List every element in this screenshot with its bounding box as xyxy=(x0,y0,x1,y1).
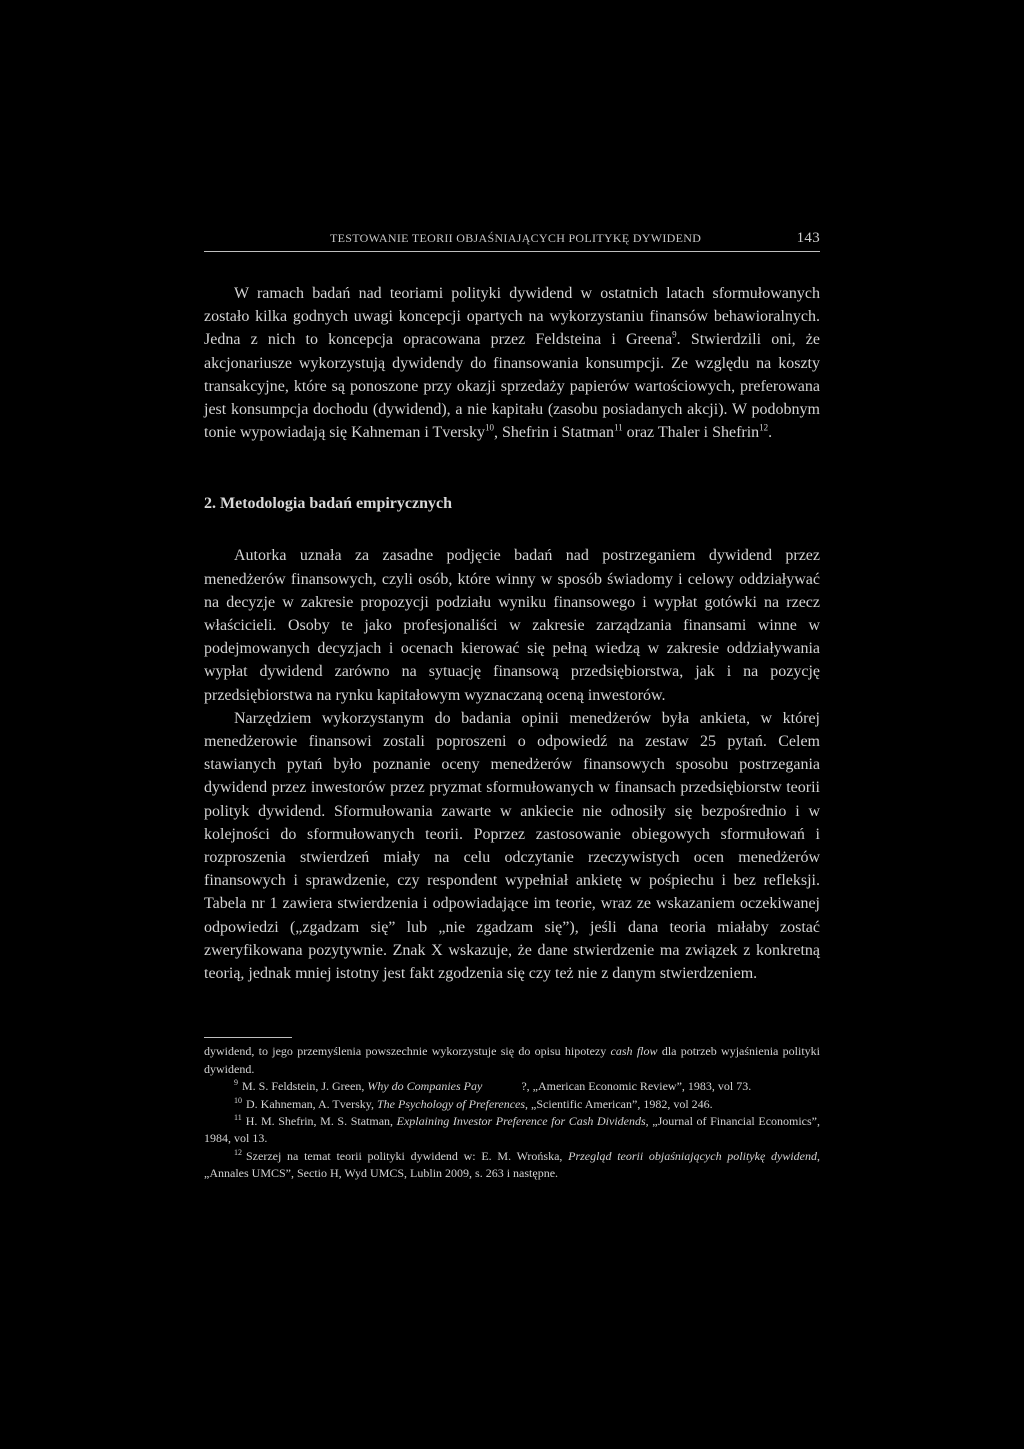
footnote-10 xyxy=(204,1096,820,1113)
footnote-italic: The Psychology of Preferences xyxy=(376,1096,526,1111)
footnote-ref-11: 11 xyxy=(613,422,623,433)
footnote-text: , „Journal of Financial Economics”, 1984, vol 13. xyxy=(204,1113,821,1146)
paragraph-text: W ramach badań nad teoriami polityki dywidend w ostatnich latach sformułowanych zostało kilka godnych uwagi koncepcji opartych na wykorzystaniu finansów behawioralnych. Jedna z nich to koncepcja opracowana przez Feldsteina i Greena xyxy=(204,285,820,349)
footnote-ref-9: 9 xyxy=(672,330,677,341)
footnote-italic: Explaining Investor Preference for Cash Dividends xyxy=(396,1113,646,1128)
page-number: 143 xyxy=(796,230,820,246)
footnote-continued xyxy=(204,1043,820,1078)
document-page xyxy=(204,230,820,1183)
footnote-number: 11 xyxy=(234,1112,242,1122)
body-paragraph-1 xyxy=(204,282,820,444)
running-header xyxy=(204,230,820,252)
section-heading: 2. Metodologia badań empirycznych xyxy=(204,495,452,513)
footnote-text: D. Kahneman, A. Tversky, xyxy=(246,1096,377,1111)
paragraph-text: . xyxy=(768,424,773,442)
footnote-text: ?, „American Economic Review”, 1983, vol 73. xyxy=(482,1079,752,1094)
footnote-text: Szerzej na temat teorii polityki dywidend w: E. M. Wrońska, xyxy=(246,1148,569,1163)
footnote-number: 12 xyxy=(234,1147,242,1157)
footnote-italic: Why do Companies Pay xyxy=(367,1079,483,1094)
footnote-number: 10 xyxy=(234,1095,242,1105)
body-paragraph-2: Autorka uznała za zasadne podjęcie badań nad postrzeganiem dywidend przez menedżerów finansowych, czyli osób, które winny w sposób świadomy i celowy oddziaływać na decyzje w zakresie propozycji podziału wyniku finansowego i wypłat gotówki na rzecz właścicieli. Osoby te jako profesjonaliści w zakresie zarządzania finansami winne w podejmowanych decyzjach i ocenach kierować się pełną wiedzą w zakresie oddziaływania wypłat dywidend zarówno na sytuację finansową przedsiębiorstwa, jak i na pozycję przedsiębiorstwa na rynku kapitałowym wyznaczaną oceną inwestorów. xyxy=(204,547,820,704)
footnote-number: 9 xyxy=(234,1078,238,1088)
footnote-text: H. M. Shefrin, M. S. Statman, xyxy=(245,1113,397,1128)
running-header-title: TESTOWANIE TEORII OBJAŚNIAJĄCYCH POLITYKĘ DYWIDEND xyxy=(330,231,702,245)
footnote-text: dla potrzeb wyjaśnienia polityki dywidend. xyxy=(204,1044,820,1076)
footnote-italic: cash flow xyxy=(610,1044,658,1059)
footnote-9 xyxy=(204,1078,820,1095)
paragraph-text: , Shefrin i Statman xyxy=(493,424,614,442)
footnote-text: , „Scientific American”, 1982, vol 246. xyxy=(525,1096,713,1111)
body-paragraph-3: Narzędziem wykorzystanym do badania opinii menedżerów była ankieta, w której menedżerowie finansowi zostali poproszeni o odpowiedź na zestaw 25 pytań. Celem stawianych pytań było poznanie oceny menedżerów finansowych sposobu postrzegania dywidend przez inwestorów przez pryzmat sformułowanych w finansach przedsiębiorstw teorii polityk dywidend. Sformułowania zawarte w ankiecie nie odnosiły się bezpośrednio i w kolejności do sformułowanych teorii. Poprzez zastosowanie obiegowych sformułowań i rozproszenia stwierdzeń miały na celu odczytanie rzeczywistych ocen menedżerów finansowych i sprawdzenie, czy respondent wypełniał ankietę w pośpiechu i bez refleksji. Tabela nr 1 zawiera stwierdzenia i odpowiadające im teorie, wraz ze wskazaniem oczekiwanej odpowiedzi („zgadzam się” lub „nie zgadzam się”), jeśli dana teoria miałaby zostać zweryfikowana pozytywnie. Znak X wskazuje, że dane stwierdzenie ma związek z konkretną teorią, jednak mniej istotny jest fakt zgodzenia się czy też nie z danym stwierdzeniem. xyxy=(204,709,820,983)
footnote-separator xyxy=(204,1037,292,1038)
paragraph-text: . Stwierdzili oni, że akcjonariusze wykorzystują dywidendy do finansowania konsumpcji. Ze względu na koszty transakcyjne, które są ponoszone przy okazji sprzedaży papierów wartościowych, preferowana jest konsumpcja dochodu (dywidend), a nie kapitału (zasobu posiadanych akcji). W podobnym tonie wypowiadają się Kahneman i Tversky xyxy=(204,331,821,442)
footnote-11 xyxy=(204,1113,820,1148)
footnote-text: M. S. Feldstein, J. Green, xyxy=(242,1079,368,1094)
footnote-ref-10: 10 xyxy=(484,422,494,433)
footnote-12 xyxy=(204,1148,820,1183)
footnote-italic: Przegląd teorii objaśniających politykę dywidend xyxy=(568,1148,817,1163)
footnote-text: , „Annales UMCS”, Sectio H, Wyd UMCS, Lublin 2009, s. 263 i następne. xyxy=(204,1148,820,1181)
paragraph-text: oraz Thaler i Shefrin xyxy=(622,424,760,442)
footnote-ref-12: 12 xyxy=(759,422,769,433)
footnote-text: dywidend, to jego przemyślenia powszechnie wykorzystuje się do opisu hipotezy xyxy=(204,1044,611,1059)
